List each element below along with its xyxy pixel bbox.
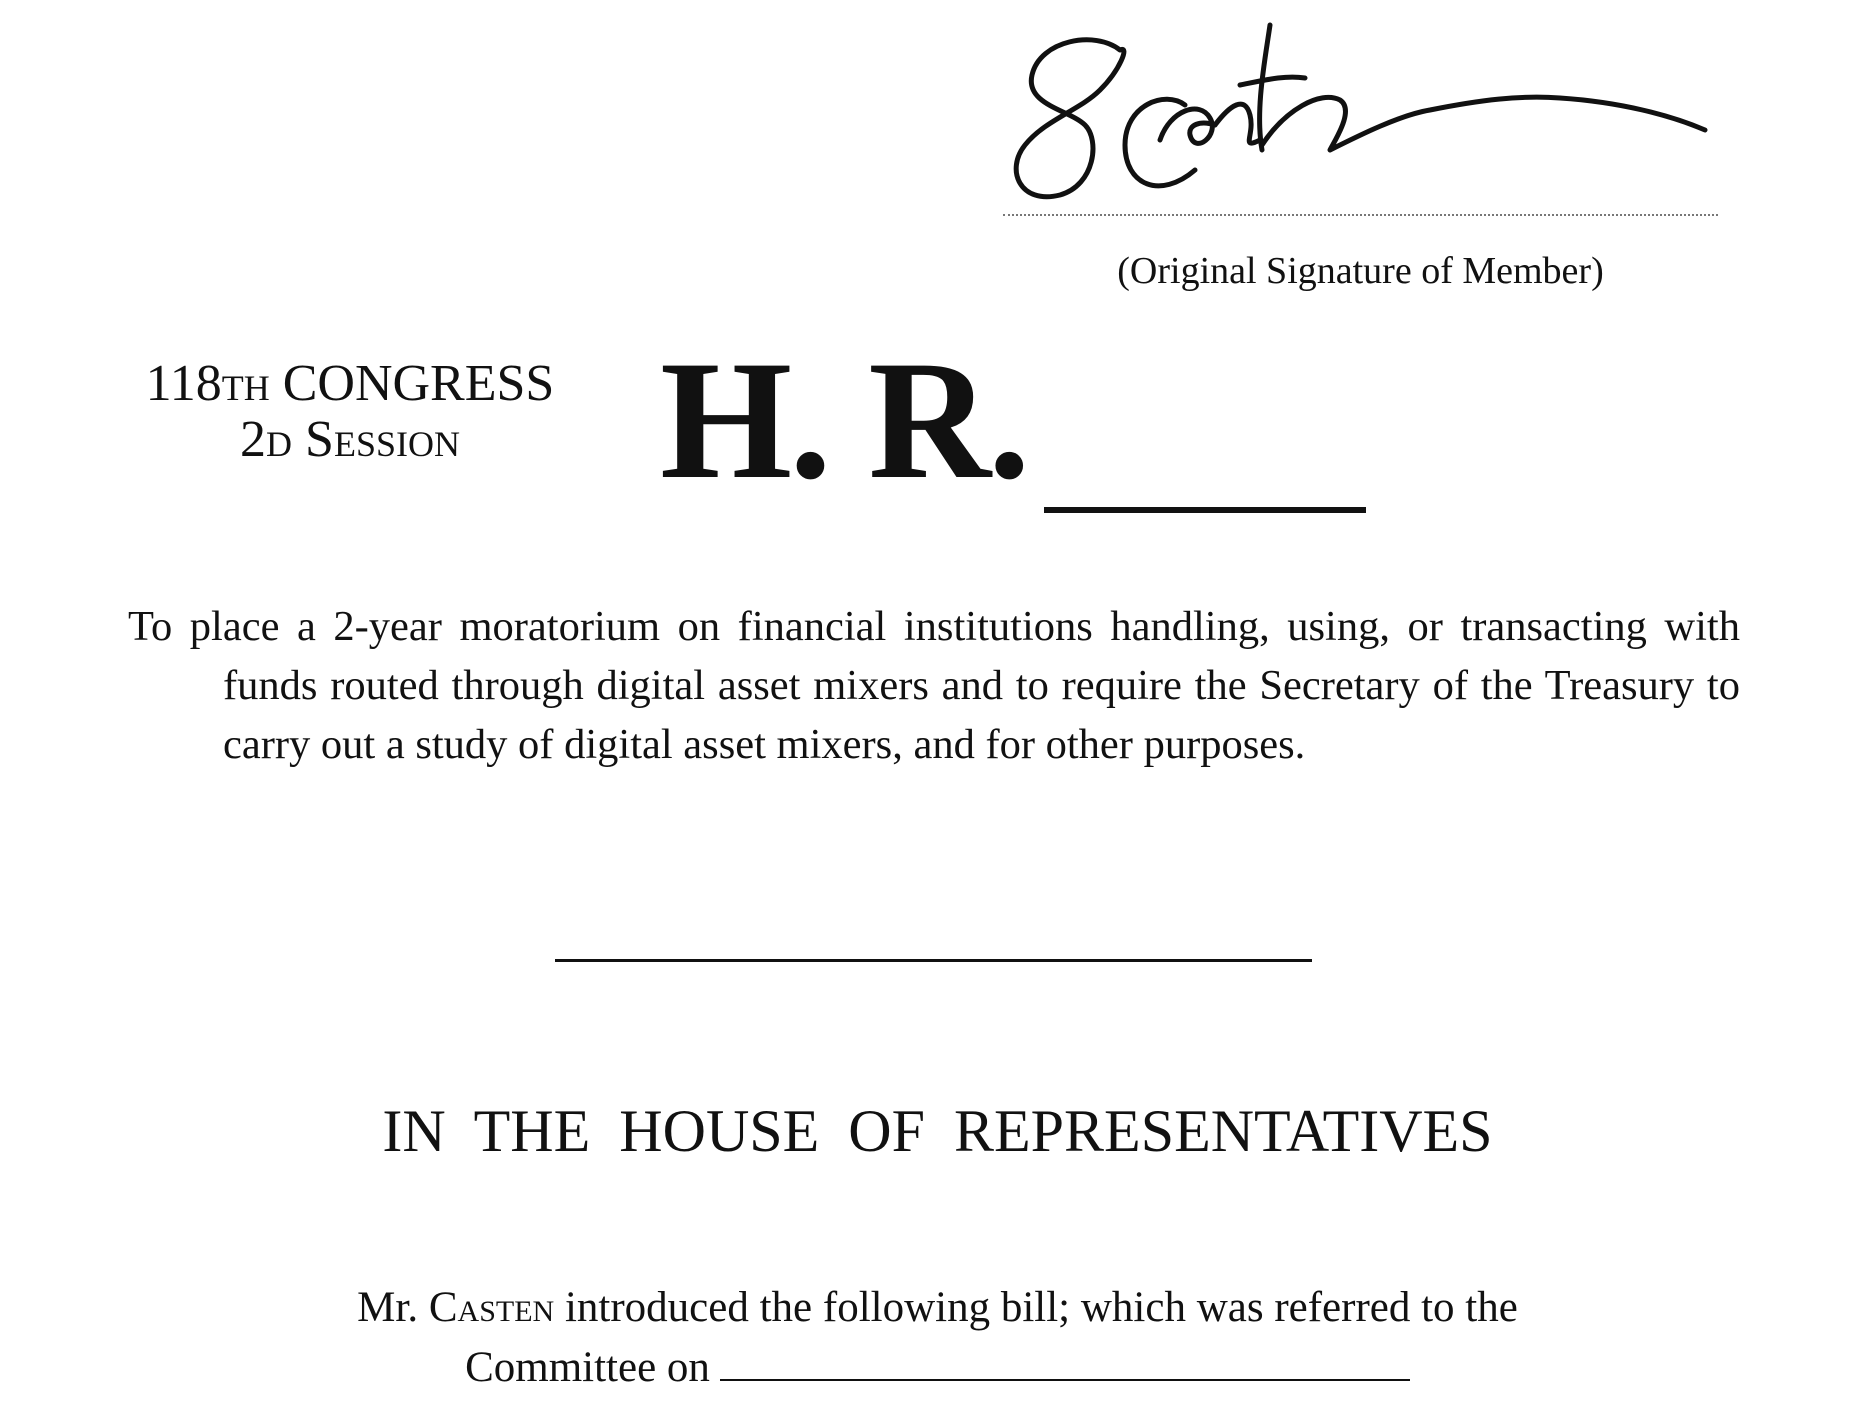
signature-line <box>1003 214 1718 216</box>
congress-session-block <box>115 356 585 468</box>
congress-number: 118 <box>145 355 222 412</box>
house-heading: IN THE HOUSE OF REPRESENTATIVES <box>382 1098 1493 1164</box>
session-suffix: d <box>266 411 293 468</box>
congress-word: CONGRESS <box>282 355 555 412</box>
committee-label: Committee on <box>465 1344 710 1391</box>
congress-line <box>115 356 585 412</box>
bill-prefix: H. R. <box>660 326 1028 514</box>
signature-caption: (Original Signature of Member) <box>1117 250 1604 292</box>
sponsor-name: Casten <box>428 1284 555 1331</box>
session-number: 2 <box>240 411 267 468</box>
introduction <box>0 1278 1875 1398</box>
introduction-line-2 <box>0 1338 1875 1398</box>
session-word: Session <box>305 411 460 468</box>
bill-number-blank <box>1044 507 1366 513</box>
sponsor-title: Mr. <box>357 1284 419 1331</box>
session-line <box>115 412 585 468</box>
introduction-text: introduced the following bill; which was referred to the <box>564 1284 1518 1331</box>
member-signature <box>1000 0 1730 215</box>
section-divider <box>555 959 1312 962</box>
committee-blank <box>720 1339 1410 1381</box>
introduction-line-1 <box>0 1278 1875 1338</box>
congress-suffix: th <box>221 355 270 412</box>
bill-purpose: To place a 2-year moratorium on financial institutions handling, using, or transacting with funds routed through digital asset mixers and to require the Secretary of the Treasury to carry out a study of digital asset mixers, and for other purposes. <box>128 603 1740 768</box>
